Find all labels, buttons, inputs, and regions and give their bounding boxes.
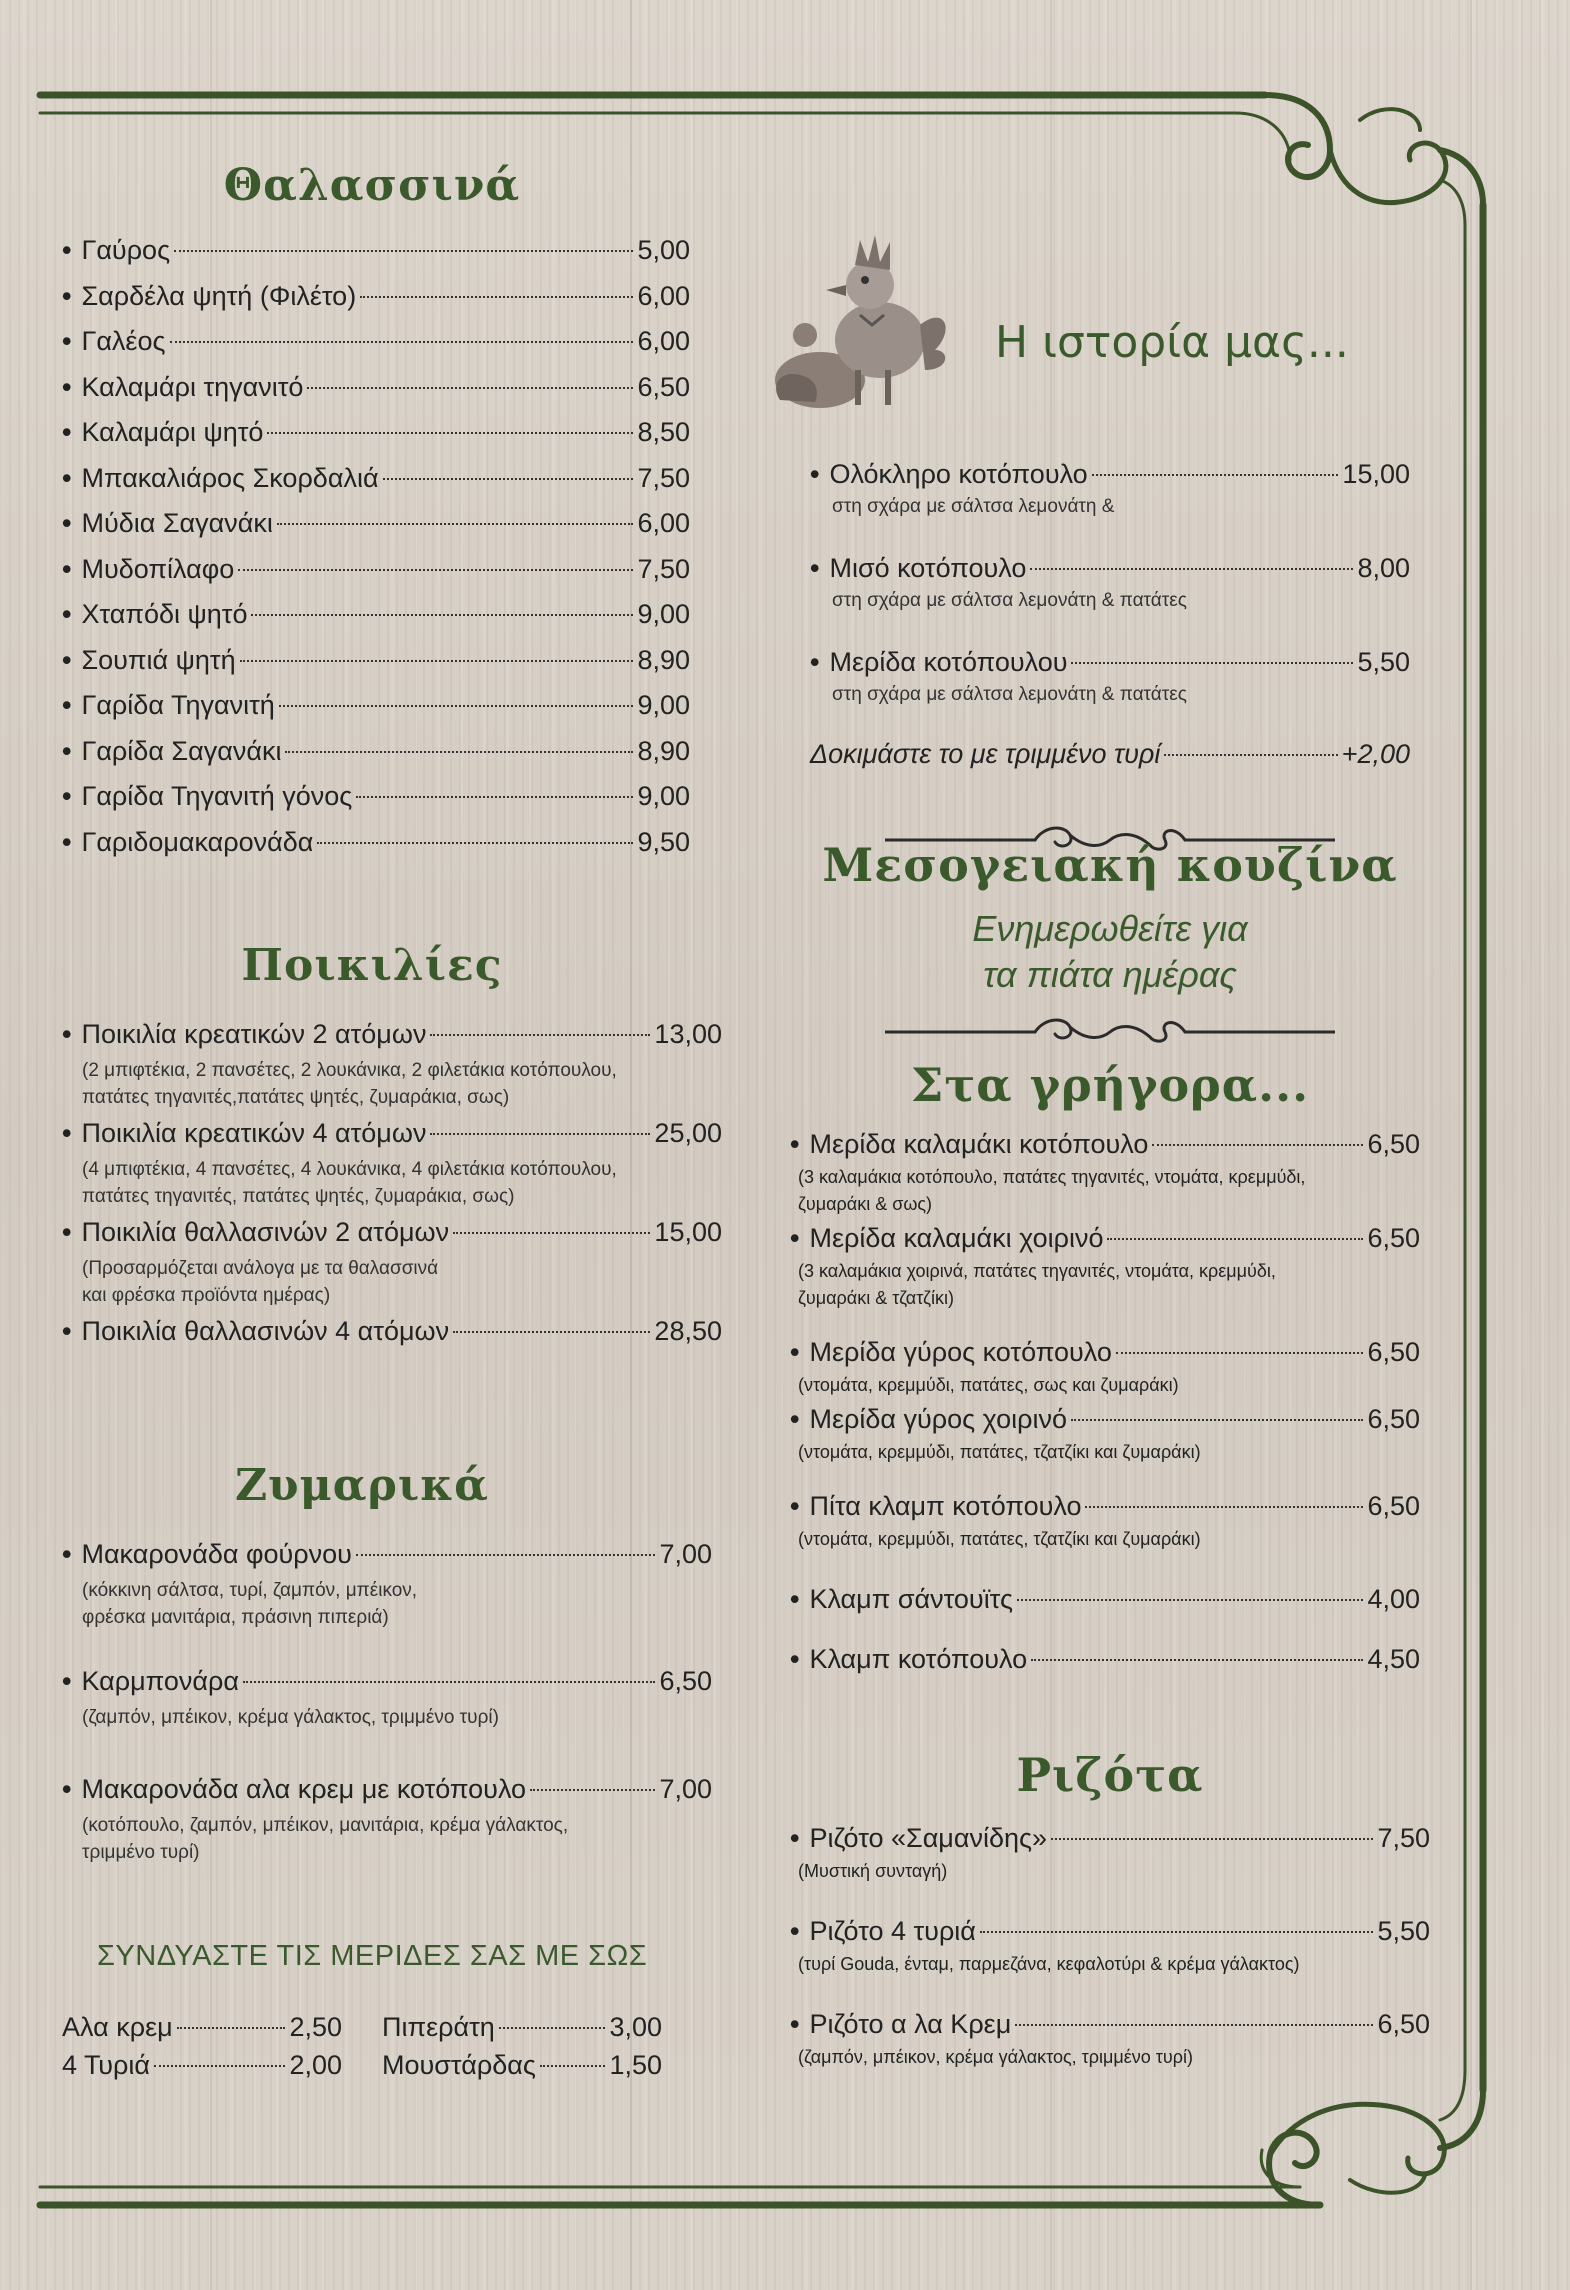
item-description: (ντομάτα, κρεμμύδι, πατάτες, τζατζίκι και ζυμαράκι): [798, 1529, 1201, 1549]
item-name: Χταπόδι ψητό: [81, 599, 248, 629]
rooster-mascot-icon: [760, 230, 960, 430]
item-price: 13,00: [654, 1019, 722, 1049]
sauces-list: [62, 2008, 702, 2084]
menu-item: • Ριζότο «Σαμανίδης» 7,50: [790, 1818, 1430, 1858]
item-price: 9,50: [637, 826, 690, 857]
menu-item: • Ριζότο 4 τυριά 5,50: [790, 1911, 1430, 1951]
menu-item: • Ριζότο α λα Κρεμ 6,50: [790, 2004, 1430, 2044]
menu-item: • Πίτα κλαμπ κοτόπουλο 6,50: [790, 1486, 1420, 1526]
mediterranean-title: Μεσογειακή κουζίνα: [822, 838, 1398, 892]
quick-list: [790, 1124, 1420, 1679]
item-name: Πίτα κλαμπ κοτόπουλο: [809, 1491, 1082, 1521]
item-description: στη σχάρα με σάλτσα λεμονάτη &: [832, 496, 1115, 517]
item-name: Μερίδα καλαμάκι χοιρινό: [809, 1223, 1104, 1253]
item-name: Πιπεράτη: [382, 2012, 495, 2042]
item-price: 1,50: [609, 2050, 662, 2080]
item-name: Μύδια Σαγανάκι: [81, 508, 273, 538]
our-story-title: Η ιστορία μας...: [995, 317, 1349, 368]
item-name: Γαριδομακαρονάδα: [81, 826, 314, 857]
item-price: 7,50: [637, 462, 690, 493]
item-price: 7,50: [1377, 1823, 1430, 1853]
item-name: Μερίδα γύρος κοτόπουλο: [809, 1337, 1112, 1367]
assortments-section-title: Ποικιλίες: [241, 940, 503, 991]
risotto-list: [790, 1818, 1430, 2071]
item-description: φρέσκα μανιτάρια, πράσινη πιπεριά): [82, 1607, 389, 1628]
menu-item: • Μερίδα κοτόπουλου 5,50: [810, 640, 1410, 684]
item-price: 6,50: [637, 371, 690, 402]
addon-text: Δοκιμάστε το με τριμμένο τυρί: [810, 739, 1161, 769]
item-name: Ποικιλία θαλλασινών 4 ατόμων: [81, 1316, 450, 1346]
menu-item: • Μακαρονάδα φούρνου 7,00: [62, 1532, 712, 1577]
item-name: Ποικιλία κρεατικών 4 ατόμων: [81, 1118, 427, 1148]
menu-item: • Ποικιλία θαλλασινών 4 ατόμων 28,50: [62, 1309, 722, 1354]
scroll-divider-icon: [885, 1012, 1335, 1052]
menu-item: • Γαρίδα Σαγανάκι 8,90: [62, 729, 690, 775]
addon-price: +2,00: [1341, 739, 1410, 769]
item-price: 9,00: [637, 599, 690, 629]
menu-item: • Μισό κοτόπουλο 8,00: [810, 546, 1410, 590]
menu-item: • Καλαμάρι ψητό 8,50: [62, 410, 690, 456]
menu-item: • Σουπιά ψητή 8,90: [62, 638, 690, 684]
menu-item: • Κλαμπ σάντουϊτς 4,00: [790, 1579, 1420, 1619]
item-price: 9,00: [637, 690, 690, 720]
item-name: Μερίδα καλαμάκι κοτόπουλο: [809, 1129, 1149, 1159]
menu-item: • Κλαμπ κοτόπουλο 4,50: [790, 1639, 1420, 1679]
menu-item: • Μερίδα γύρος κοτόπουλο 6,50: [790, 1332, 1420, 1372]
item-price: 8,90: [637, 644, 690, 675]
item-price: 6,00: [637, 326, 690, 356]
menu-item: • Ολόκληρο κοτόπουλο 15,00: [810, 452, 1410, 496]
item-name: Κλαμπ σάντουϊτς: [809, 1584, 1013, 1614]
chicken-list: [810, 452, 1410, 774]
item-name: Μακαρονάδα φούρνου: [81, 1539, 352, 1569]
item-description: πατάτες τηγανιτές,πατάτες ψητές, ζυμαράκια, σως): [82, 1087, 510, 1108]
item-description: ζυμαράκι & σως): [798, 1194, 933, 1214]
item-price: 8,90: [637, 735, 690, 766]
item-name: Μυδοπίλαφο: [81, 553, 235, 584]
item-name: 4 Τυριά: [62, 2050, 150, 2080]
item-price: 6,50: [1367, 1491, 1420, 1521]
item-price: 9,00: [637, 781, 690, 811]
sauce-item: [382, 2046, 662, 2084]
item-price: 15,00: [654, 1217, 722, 1247]
menu-item: • Μυδοπίλαφο 7,50: [62, 547, 690, 593]
menu-item: • Καρμπονάρα 6,50: [62, 1659, 712, 1704]
item-name: Καλαμάρι τηγανιτό: [81, 371, 304, 402]
item-price: 5,00: [637, 235, 690, 265]
item-name: Σαρδέλα ψητή (Φιλέτο): [81, 280, 357, 311]
item-name: Καλαμάρι ψητό: [81, 417, 264, 447]
item-name: Ποικιλία θαλλασινών 2 ατόμων: [81, 1217, 450, 1247]
item-description: (κόκκινη σάλτσα, τυρί, ζαμπόν, μπέικον,: [82, 1580, 418, 1601]
item-price: 28,50: [654, 1316, 722, 1346]
item-price: 6,50: [1367, 1223, 1420, 1253]
item-description: στη σχάρα με σάλτσα λεμονάτη & πατάτες: [832, 590, 1187, 611]
menu-item: • Μακαρονάδα αλα κρεμ με κοτόπουλο 7,00: [62, 1767, 712, 1812]
item-description: (4 μπιφτέκια, 4 πανσέτες, 4 λουκάνικα, 4 φιλετάκια κοτόπουλου,: [82, 1159, 617, 1180]
item-price: 4,00: [1367, 1584, 1420, 1614]
item-description: (3 καλαμάκια χοιρινά, πατάτες τηγανιτές, ντομάτα, κρεμμύδι,: [798, 1261, 1276, 1281]
item-price: 25,00: [654, 1118, 722, 1148]
pasta-section-title: Ζυμαρικά: [234, 1460, 490, 1511]
note-line: Ενημερωθείτε για: [972, 908, 1248, 949]
item-price: 4,50: [1367, 1644, 1420, 1674]
menu-item: • Μύδια Σαγανάκι 6,00: [62, 501, 690, 547]
risotto-section-title: Ριζότα: [1016, 1748, 1204, 1802]
item-price: 2,00: [289, 2050, 342, 2080]
item-name: Γαρίδα Τηγανιτή γόνος: [81, 781, 353, 811]
menu-item: • Ποικιλία κρεατικών 4 ατόμων 25,00: [62, 1111, 722, 1156]
item-description: (ζαμπόν, μπέικον, κρέμα γάλακτος, τριμμένο τυρί): [798, 2047, 1193, 2067]
item-name: Μερίδα κοτόπουλου: [829, 647, 1068, 677]
sauce-item: [382, 2008, 662, 2046]
item-description: (Μυστική συνταγή): [798, 1861, 948, 1881]
menu-item: • Σαρδέλα ψητή (Φιλέτο) 6,00: [62, 274, 690, 320]
item-price: 6,50: [1367, 1337, 1420, 1367]
seafood-section-title: Θαλασσινά: [223, 160, 521, 211]
item-description: και φρέσκα προϊόντα ημέρας): [82, 1285, 331, 1306]
sauces-title: ΣΥΝΔΥΑΣΤΕ ΤΙΣ ΜΕΡΙΔΕΣ ΣΑΣ ΜΕ ΣΩΣ: [97, 1940, 648, 1972]
menu-item: • Μερίδα γύρος χοιρινό 6,50: [790, 1399, 1420, 1439]
item-price: 6,00: [637, 508, 690, 538]
item-description: (ζαμπόν, μπέικον, κρέμα γάλακτος, τριμμένο τυρί): [82, 1707, 499, 1728]
pasta-list: [62, 1532, 712, 1866]
item-price: 3,00: [609, 2012, 662, 2042]
item-name: Γαρίδα Τηγανιτή: [81, 690, 275, 720]
seafood-list: [62, 228, 690, 865]
item-name: Ριζότο 4 τυριά: [809, 1916, 976, 1946]
item-description: (κοτόπουλο, ζαμπόν, μπέικον, μανιτάρια, κρέμα γάλακτος,: [82, 1815, 569, 1836]
item-name: Μπακαλιάρος Σκορδαλιά: [81, 462, 379, 493]
menu-item: • Χταπόδι ψητό 9,00: [62, 592, 690, 638]
item-description: (ντομάτα, κρεμμύδι, πατάτες, σως και ζυμαράκι): [798, 1375, 1179, 1395]
item-price: 7,50: [637, 553, 690, 584]
note-line: τα πιάτα ημέρας: [983, 954, 1237, 995]
item-description: ζυμαράκι & τζατζίκι): [798, 1288, 954, 1308]
item-name: Ποικιλία κρεατικών 2 ατόμων: [81, 1019, 427, 1049]
menu-item: • Γαρίδα Τηγανιτή γόνος 9,00: [62, 774, 690, 820]
item-description: πατάτες τηγανιτές, πατάτες ψητές, ζυμαράκια, σως): [82, 1186, 515, 1207]
item-price: 7,00: [659, 1539, 712, 1569]
assortments-list: [62, 1012, 722, 1354]
item-price: 6,50: [1377, 2009, 1430, 2039]
item-name: Μισό κοτόπουλο: [829, 553, 1027, 583]
item-name: Μακαρονάδα αλα κρεμ με κοτόπουλο: [81, 1774, 527, 1804]
item-price: 5,50: [1377, 1916, 1430, 1946]
menu-item: • Γαύρος 5,00: [62, 228, 690, 274]
item-name: Γαύρος: [81, 235, 171, 265]
item-price: 7,00: [659, 1774, 712, 1804]
sauce-item: [62, 2008, 342, 2046]
item-price: 2,50: [289, 2012, 342, 2042]
item-description: (ντομάτα, κρεμμύδι, πατάτες, τζατζίκι και ζυμαράκι): [798, 1442, 1201, 1462]
item-price: 6,00: [637, 280, 690, 311]
item-name: Μουστάρδας: [382, 2050, 536, 2080]
item-description: (Προσαρμόζεται ανάλογα με τα θαλασσινά: [82, 1258, 439, 1279]
sauce-item: [62, 2046, 342, 2084]
item-name: Γαλέος: [81, 326, 166, 356]
daily-dishes-note: [790, 906, 1430, 998]
item-name: Καρμπονάρα: [81, 1666, 239, 1696]
item-name: Κλαμπ κοτόπουλο: [809, 1644, 1028, 1674]
item-name: Αλα κρεμ: [62, 2012, 173, 2042]
menu-item: • Ποικιλία θαλλασινών 2 ατόμων 15,00: [62, 1210, 722, 1255]
item-price: 6,50: [659, 1666, 712, 1696]
item-name: Ολόκληρο κοτόπουλο: [829, 459, 1088, 489]
menu-item: • Γαριδομακαρονάδα 9,50: [62, 820, 690, 866]
item-name: Ριζότο «Σαμανίδης»: [809, 1823, 1048, 1853]
menu-item: • Καλαμάρι τηγανιτό 6,50: [62, 365, 690, 411]
item-price: 8,00: [1357, 553, 1410, 583]
menu-item: • Γαρίδα Τηγανιτή 9,00: [62, 683, 690, 729]
item-description: (3 καλαμάκια κοτόπουλο, πατάτες τηγανιτές, ντομάτα, κρεμμύδι,: [798, 1167, 1306, 1187]
menu-item: • Ποικιλία κρεατικών 2 ατόμων 13,00: [62, 1012, 722, 1057]
item-price: 15,00: [1342, 459, 1410, 489]
quick-section-title: Στα γρήγορα...: [910, 1058, 1310, 1112]
menu-item: • Μπακαλιάρος Σκορδαλιά 7,50: [62, 456, 690, 502]
item-name: Σουπιά ψητή: [81, 644, 236, 675]
item-name: Μερίδα γύρος χοιρινό: [809, 1404, 1067, 1434]
item-name: Γαρίδα Σαγανάκι: [81, 735, 282, 766]
item-price: 6,50: [1367, 1404, 1420, 1434]
menu-item: • Μερίδα καλαμάκι χοιρινό 6,50: [790, 1218, 1420, 1258]
item-description: τριμμένο τυρί): [82, 1842, 200, 1863]
menu-item: • Γαλέος 6,00: [62, 319, 690, 365]
item-price: 5,50: [1357, 647, 1410, 677]
item-name: Ριζότο α λα Κρεμ: [809, 2009, 1012, 2039]
item-price: 8,50: [637, 417, 690, 447]
item-description: (2 μπιφτέκια, 2 πανσέτες, 2 λουκάνικα, 2 φιλετάκια κοτόπουλου,: [82, 1060, 617, 1081]
menu-item: • Μερίδα καλαμάκι κοτόπουλο 6,50: [790, 1124, 1420, 1164]
item-description: στη σχάρα με σάλτσα λεμονάτη & πατάτες: [832, 684, 1187, 705]
cheese-addon: [810, 734, 1410, 774]
item-price: 6,50: [1367, 1129, 1420, 1159]
item-description: (τυρί Gouda, ένταμ, παρμεζάνα, κεφαλοτύρι & κρέμα γάλακτος): [798, 1954, 1300, 1974]
